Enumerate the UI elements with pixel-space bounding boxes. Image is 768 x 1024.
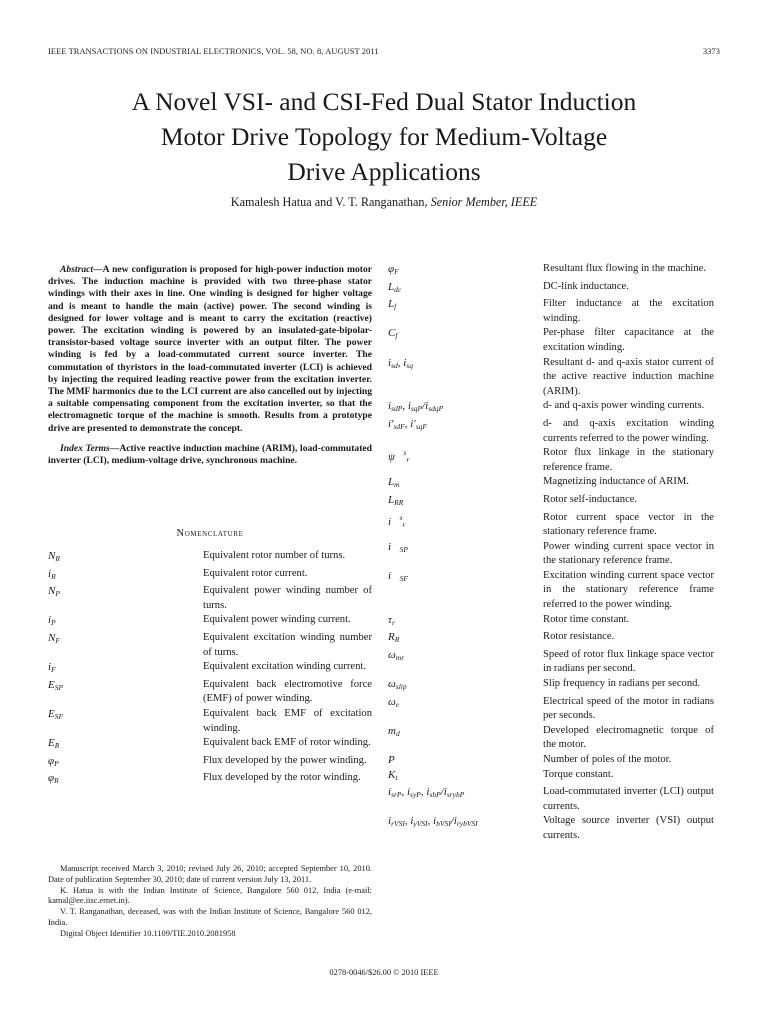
nomenclature-symbol <box>48 613 203 631</box>
index-terms-text: —Active reactive induction machine (ARIM), load-commutated inverter (LCI), medium-voltage drive, synchronous machine. <box>48 442 372 467</box>
abstract-lead: Abstract <box>60 264 94 275</box>
nomenclature-row <box>48 707 372 736</box>
symbol-part: F <box>394 267 399 276</box>
nomenclature-symbol <box>388 417 543 446</box>
symbol-part: sd <box>391 360 398 370</box>
symbol-part: SF <box>399 573 408 583</box>
author-line <box>40 195 728 210</box>
nomenclature-symbol <box>388 785 543 814</box>
nomenclature-row <box>388 768 714 786</box>
nomenclature-row <box>388 677 714 695</box>
nomenclature-row <box>388 785 714 814</box>
symbol-part: E <box>48 678 55 691</box>
nomenclature-definition: Developed electromagnetic torque of the motor. <box>543 724 714 751</box>
nomenclature-symbol <box>48 754 203 772</box>
nomenclature-row <box>48 771 372 789</box>
nomenclature-definition: Equivalent rotor current. <box>203 567 308 579</box>
nomenclature-definition: DC-link inductance. <box>543 280 629 292</box>
nomenclature-definition: Speed of rotor flux linkage space vector in radians per second. <box>543 648 714 675</box>
nomenclature-row <box>388 613 714 631</box>
nomenclature-definition: Torque constant. <box>543 768 614 780</box>
nomenclature-symbol <box>48 678 203 707</box>
symbol-part: sdF <box>393 421 405 431</box>
nomenclature-definition: Equivalent power winding number of turns. <box>203 585 372 611</box>
symbol-part: , i <box>427 815 437 828</box>
symbol-part: i <box>48 661 52 674</box>
symbol-part: , i <box>420 786 430 799</box>
symbol-part: i <box>388 815 392 828</box>
symbol-part: sdP <box>391 404 403 414</box>
nomenclature-symbol <box>48 660 203 678</box>
footnote: V. T. Ranganathan, deceased, was with the Indian Institute of Science, Bangalore 560 012, India. <box>48 907 372 927</box>
copyright-line: 0278-0046/$26.00 © 2010 IEEE <box>329 968 439 977</box>
symbol-part: s <box>399 512 403 522</box>
symbol-part: R <box>394 635 400 645</box>
symbol-part: s <box>403 448 407 458</box>
symbol-part: /i <box>450 815 457 828</box>
nomenclature-row <box>48 660 372 678</box>
symbol-part: /i <box>440 786 447 799</box>
symbol-part: rVSI <box>391 819 405 829</box>
paper-title <box>40 84 728 189</box>
nomenclature-definition: Resultant flux flowing in the machine. <box>543 263 706 274</box>
nomenclature-definition: Rotor resistance. <box>543 631 615 643</box>
nomenclature-row <box>48 754 372 772</box>
symbol-part: sqF <box>415 421 427 431</box>
symbol-part: R <box>55 554 60 563</box>
nomenclature-symbol <box>388 356 543 400</box>
nomenclature-definition: Equivalent excitation winding number of turns. <box>203 631 372 658</box>
nomenclature-symbol <box>388 493 543 511</box>
index-terms <box>48 443 372 467</box>
nomenclature-row <box>48 549 372 567</box>
nomenclature-definition: d- and q-axis power winding currents. <box>543 400 705 412</box>
nomenclature-symbol <box>388 280 543 298</box>
nomenclature-definition: Flux developed by the power winding. <box>203 754 367 766</box>
footnotes <box>48 864 372 940</box>
symbol-part: R <box>54 741 60 751</box>
nomenclature-symbol <box>388 511 543 540</box>
symbol-part: srP <box>391 790 402 800</box>
symbol-part: R <box>51 571 56 581</box>
nomenclature-row <box>48 736 372 754</box>
symbol-part: N <box>48 631 56 644</box>
nomenclature-definition: Rotor current space vector in the stationary reference frame. <box>543 511 714 538</box>
nomenclature-row <box>388 446 714 475</box>
abstract <box>48 264 372 435</box>
symbol-part: i <box>48 567 52 580</box>
nomenclature-symbol <box>48 771 203 789</box>
nomenclature-symbol <box>388 695 543 724</box>
symbol-part: r <box>402 519 406 529</box>
nomenclature-definition: Voltage source inverter (VSI) output currents. <box>543 815 714 841</box>
nomenclature-row <box>388 475 714 493</box>
symbol-part: K <box>388 768 396 781</box>
nomenclature-row <box>388 753 714 768</box>
symbol-part: , i <box>401 786 411 799</box>
symbol-part: mr <box>395 652 405 662</box>
symbol-part: syP <box>410 790 421 800</box>
footnote: K. Hatua is with the Indian Institute of Science, Bangalore 560 012, India (e-mail: kamal@ee.iisc.ernet.in). <box>48 885 372 906</box>
nomenclature-definition: Number of poles of the motor. <box>543 754 672 765</box>
nomenclature-symbol <box>388 326 543 355</box>
nomenclature-row <box>48 631 372 660</box>
symbol-part: F <box>55 635 60 645</box>
symbol-part: τ <box>388 613 392 626</box>
symbol-part: m <box>388 724 396 737</box>
nomenclature-row <box>388 417 714 446</box>
nomenclature-symbol <box>388 677 543 695</box>
title-line: Motor Drive Topology for Medium-Voltage <box>160 122 608 151</box>
symbol-part: L <box>388 298 395 311</box>
symbol-part: E <box>48 737 55 750</box>
nomenclature-row <box>388 399 714 417</box>
symbol-part: φ <box>48 772 55 785</box>
symbol-part: SP <box>54 682 64 692</box>
nomenclature-row <box>388 280 714 298</box>
nomenclature-definition: Per-phase filter capacitance at the excitation winding. <box>543 327 714 353</box>
nomenclature-row <box>388 540 714 569</box>
symbol-part: ψ⃗ <box>388 451 404 464</box>
nomenclature-symbol <box>48 736 203 754</box>
index-terms-lead: Index Terms <box>60 442 110 454</box>
symbol-part: R <box>388 631 395 644</box>
nomenclature-table-right <box>388 262 714 844</box>
title-line: Drive Applications <box>287 157 481 186</box>
symbol-part: i <box>388 786 392 799</box>
symbol-part: N <box>48 550 56 562</box>
footnote: Manuscript received March 3, 2010; revised July 26, 2010; accepted September 10, 2010. Date of publication September 30, 2010; date of current version July 13, 2011. <box>48 864 372 884</box>
symbol-part: bVSI <box>436 819 451 829</box>
left-column <box>48 264 372 467</box>
nomenclature-definition: Equivalent back EMF of rotor winding. <box>203 737 371 749</box>
symbol-part: ω <box>388 695 396 708</box>
nomenclature-row <box>48 678 372 707</box>
nomenclature-symbol <box>48 549 203 567</box>
symbol-part: slip <box>395 682 407 692</box>
symbol-part: yVSI <box>413 819 428 829</box>
footnote: Digital Object Identifier 10.1109/TIE.2010.2081958 <box>60 928 236 938</box>
nomenclature-definition: Rotor self-inductance. <box>543 493 638 505</box>
nomenclature-symbol <box>388 753 543 768</box>
nomenclature-row <box>388 724 714 753</box>
nomenclature-row <box>388 695 714 724</box>
nomenclature-symbol <box>48 707 203 736</box>
nomenclature-definition: d- and q-axis excitation winding currents referred to the power winding. <box>543 417 714 444</box>
nomenclature-row <box>48 567 372 585</box>
symbol-part: RR <box>394 497 404 507</box>
symbol-part: P <box>388 754 395 766</box>
nomenclature-symbol <box>388 399 543 417</box>
nomenclature-row <box>388 297 714 326</box>
nomenclature-row <box>48 584 372 613</box>
symbol-part: i⃗ <box>388 515 400 528</box>
nomenclature-symbol <box>388 297 543 326</box>
nomenclature-row <box>388 356 714 400</box>
nomenclature-definition: Rotor time constant. <box>543 613 630 625</box>
symbol-part: sq <box>406 360 413 370</box>
symbol-part: N <box>48 585 56 598</box>
symbol-part: E <box>48 707 55 720</box>
nomenclature-symbol <box>388 814 543 843</box>
symbol-part: i <box>388 400 392 413</box>
symbol-part: F <box>51 665 56 675</box>
symbol-part: R <box>54 776 59 786</box>
symbol-part: m <box>394 480 400 490</box>
symbol-part: φ <box>388 263 395 275</box>
symbol-part: i <box>388 356 392 369</box>
nomenclature-symbol <box>388 262 543 280</box>
symbol-part: , i <box>402 400 411 413</box>
nomenclature-row <box>388 262 714 280</box>
symbol-part: f <box>395 331 398 341</box>
nomenclature-heading: Nomenclature <box>176 528 244 539</box>
page-number: 3373 <box>702 47 720 56</box>
symbol-part: SP <box>399 544 408 554</box>
symbol-part: φ <box>48 754 55 767</box>
symbol-part: sqP <box>410 404 423 414</box>
nomenclature-table-left <box>48 549 372 789</box>
symbol-part: SF <box>54 711 64 721</box>
symbol-part: , i <box>397 356 407 369</box>
title-line: A Novel VSI- and CSI-Fed Dual Stator Induction <box>131 87 637 116</box>
symbol-part: i⃗ <box>388 540 400 553</box>
nomenclature-symbol <box>388 724 543 753</box>
abstract-text: —A new configuration is proposed for high-power induction motor drives. The induction machine is provided with two three-phase stator windings with their axes in line. One winding is designed for higher voltage and is meant to handle the main (active) power. The second winding is designed for lower voltage and is meant to carry the excitation (reactive) power. The excitation winding is powered by an insulated-gate-bipolar-transistor-based voltage source inverter with an output filter. The power winding is fed by a load-commutated current source inverter. The commutation of thyristors in the load-commutated inverter (LCI) is achieved by injecting the required leading reactive power from the excitation inverter. The MMF harmonics due to the LCI current are also cancelled out by injecting a suitable compensating component from the excitation inverter, so that the electromagnetic torque of the machine is smooth. Results from a prototype drive are presented to demonstrate the concept. <box>48 264 372 434</box>
nomenclature-symbol <box>48 584 203 613</box>
nomenclature-symbol <box>388 648 543 677</box>
nomenclature-symbol <box>388 540 543 569</box>
nomenclature-definition: Filter inductance at the excitation winding. <box>543 298 714 324</box>
nomenclature-symbol <box>388 475 543 493</box>
symbol-part: P <box>51 618 56 628</box>
nomenclature-definition: Slip frequency in radians per second. <box>543 678 701 690</box>
nomenclature-definition: Magnetizing inductance of ARIM. <box>543 476 689 488</box>
symbol-part: sdqP <box>428 404 444 414</box>
nomenclature-symbol <box>388 768 543 786</box>
nomenclature-symbol <box>388 630 543 648</box>
symbol-part: i <box>48 614 52 627</box>
nomenclature-symbol <box>388 446 543 475</box>
author-affiliation: Senior Member, IEEE <box>430 195 538 209</box>
symbol-part: , i <box>404 815 414 828</box>
symbol-part: ω <box>388 648 396 661</box>
nomenclature-definition: Flux developed by the rotor winding. <box>203 772 361 784</box>
nomenclature-row <box>388 814 714 843</box>
nomenclature-row <box>388 493 714 511</box>
symbol-part: L <box>388 476 395 489</box>
symbol-part: i⃗ <box>388 569 400 582</box>
symbol-part: r <box>406 455 410 465</box>
nomenclature-row <box>48 613 372 631</box>
nomenclature-row <box>388 630 714 648</box>
nomenclature-definition: Equivalent back electromotive force (EMF) of power winding. <box>203 678 372 705</box>
nomenclature-symbol <box>48 567 203 585</box>
nomenclature-symbol <box>48 631 203 660</box>
nomenclature-definition: Electrical speed of the motor in radians per seconds. <box>543 695 714 722</box>
symbol-part: L <box>388 280 395 293</box>
symbol-part: srybP <box>446 790 465 800</box>
symbol-part: C <box>388 327 396 340</box>
symbol-part: L <box>388 493 395 506</box>
nomenclature-definition: Equivalent back EMF of excitation winding. <box>203 707 372 734</box>
nomenclature-definition: Rotor flux linkage in the stationary reference frame. <box>543 447 714 473</box>
nomenclature-row <box>388 326 714 355</box>
nomenclature-row <box>388 569 714 613</box>
nomenclature-definition: Power winding current space vector in the stationary reference frame. <box>543 540 714 567</box>
nomenclature-definition: Equivalent excitation winding current. <box>203 661 366 673</box>
nomenclature-definition: Resultant d- and q-axis stator current of the active reactive induction machine (ARIM). <box>543 356 714 397</box>
symbol-part: P <box>54 758 59 768</box>
symbol-part: sbP <box>429 790 441 800</box>
nomenclature-row <box>388 511 714 540</box>
nomenclature-definition: Equivalent rotor number of turns. <box>203 550 346 561</box>
nomenclature-definition: Excitation winding current space vector in the stationary reference frame referred to the power winding. <box>543 569 714 611</box>
symbol-part: t <box>395 772 398 782</box>
symbol-part: /i <box>422 400 429 413</box>
symbol-part: P <box>55 589 60 599</box>
author-names: Kamalesh Hatua and V. T. Ranganathan, <box>230 195 431 209</box>
symbol-part: i′ <box>388 417 394 430</box>
symbol-part: f <box>394 302 397 312</box>
nomenclature-symbol <box>388 569 543 613</box>
symbol-part: r <box>391 617 395 627</box>
symbol-part: rybVSI <box>456 819 478 829</box>
symbol-part: dc <box>394 284 402 294</box>
symbol-part: d <box>395 728 400 738</box>
nomenclature-definition: Equivalent power winding current. <box>203 614 351 626</box>
running-header <box>48 47 720 59</box>
nomenclature-row <box>388 648 714 677</box>
symbol-part: ω <box>388 678 396 691</box>
nomenclature-symbol <box>388 613 543 631</box>
symbol-part: e <box>395 699 400 709</box>
nomenclature-definition: Load-commutated inverter (LCI) output currents. <box>543 786 714 812</box>
symbol-part: , i′ <box>404 417 416 430</box>
journal-name: IEEE TRANSACTIONS ON INDUSTRIAL ELECTRONICS, VOL. 58, NO. 8, AUGUST 2011 <box>48 47 379 56</box>
